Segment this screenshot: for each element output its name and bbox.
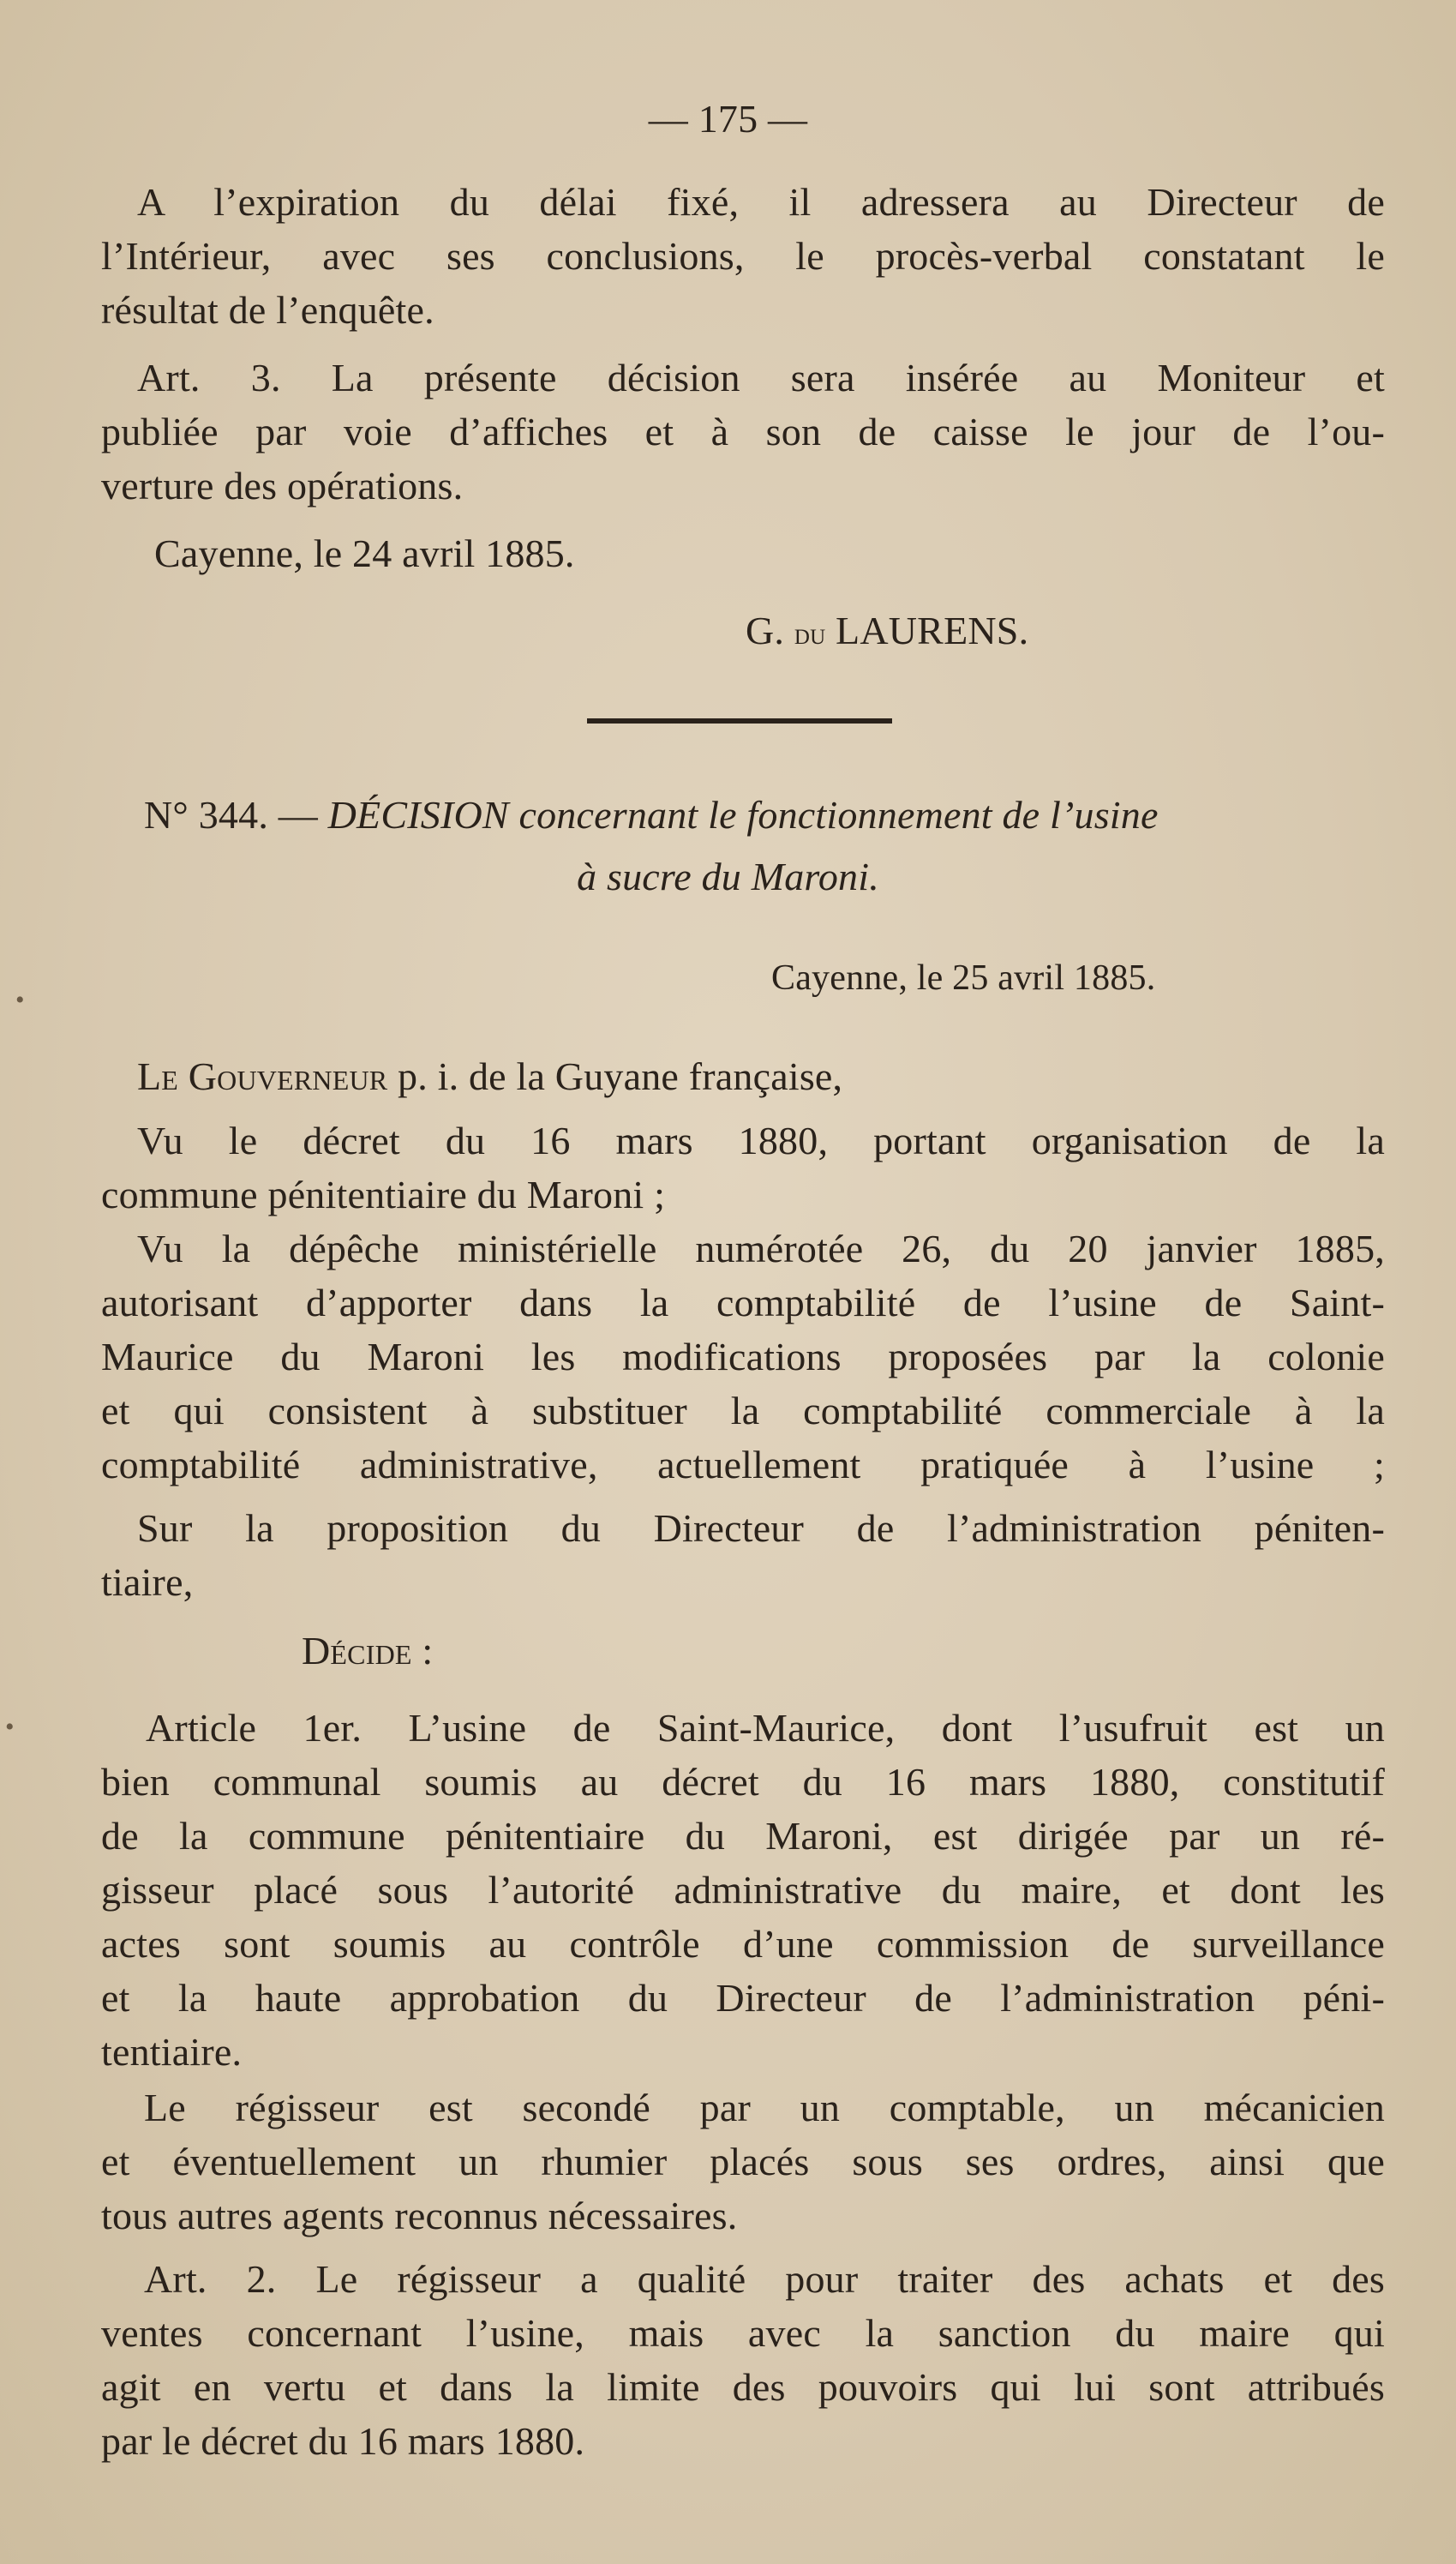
text-line: Vu la dépêche ministérielle numérotée 26, du 20 janvier 1885, (137, 1227, 1385, 1270)
text-line: comptabilité administrative, actuellement pratiquée à l’usine ; (101, 1443, 1385, 1486)
text-line: gisseur placé sous l’autorité administrative du maire, et dont les (101, 1868, 1385, 1912)
text-line: commune pénitentiaire du Maroni ; (101, 1173, 666, 1216)
text-line: et la haute approbation du Directeur de l’administration péni- (101, 1976, 1385, 2020)
text-line: tous autres agents reconnus nécessaires. (101, 2194, 738, 2237)
signature-particle: du (794, 616, 826, 651)
text-line: par le décret du 16 mars 1880. (101, 2419, 585, 2463)
governor-line (137, 1050, 1385, 1103)
decision-title-italic: DÉCISION concernant le fonctionnement de l’usine (327, 793, 1159, 837)
text-line: actes sont soumis au contrôle d’une commission de surveillance (101, 1922, 1385, 1966)
text-line: ventes concernant l’usine, mais avec la sanction du maire qui (101, 2311, 1385, 2355)
decide-heading: Décide : (302, 1629, 434, 1672)
text-line: Vu le décret du 16 mars 1880, portant organisation de la (137, 1119, 1385, 1162)
signature-initial: G. (746, 609, 785, 652)
decision-date: Cayenne, le 25 avril 1885. (771, 958, 1156, 998)
text-line: verture des opérations. (101, 464, 464, 507)
governor-title: Le Gouverneur (137, 1054, 388, 1098)
text-line: Art. 3. La présente décision sera insérée au Moniteur et (137, 356, 1385, 399)
text-line: l’Intérieur, avec ses conclusions, le procès-verbal constatant le (101, 234, 1385, 278)
margin-mark: • (5, 1713, 15, 1741)
signature-name: LAURENS. (836, 609, 1029, 652)
page-number: — 175 — (648, 97, 808, 141)
decision-number: N° 344. — (144, 793, 318, 837)
text-line: A l’expiration du délai fixé, il adressera au Directeur de (137, 180, 1385, 224)
text-line: tentiaire. (101, 2030, 243, 2074)
signature (746, 604, 1397, 660)
text-line: Le régisseur est secondé par un comptable, un mécanicien (144, 2086, 1385, 2129)
text-line: et éventuellement un rhumier placés sous ses ordres, ainsi que (101, 2140, 1385, 2183)
section-divider (587, 718, 892, 724)
place-date: Cayenne, le 24 avril 1885. (154, 531, 575, 575)
decision-subtitle: à sucre du Maroni. (577, 855, 879, 898)
text-line: tiaire, (101, 1560, 194, 1604)
decision-title (144, 789, 1385, 842)
text-line: Art. 2. Le régisseur a qualité pour traiter des achats et des (144, 2257, 1385, 2301)
text-line: Maurice du Maroni les modifications proposées par la colonie (101, 1335, 1385, 1378)
text-line: de la commune pénitentiaire du Maroni, est dirigée par un ré- (101, 1814, 1385, 1858)
governor-rest: p. i. de la Guyane française, (398, 1054, 843, 1098)
text-line: résultat de l’enquête. (101, 288, 434, 332)
page-bottom-margin (0, 2513, 1456, 2564)
text-line: et qui consistent à substituer la comptabilité commerciale à la (101, 1389, 1385, 1432)
text-line: bien communal soumis au décret du 16 mars 1880, constitutif (101, 1760, 1385, 1804)
text-line: agit en vertu et dans la limite des pouvoirs qui lui sont attribués (101, 2365, 1385, 2409)
text-line: Article 1er. L’usine de Saint-Maurice, dont l’usufruit est un (146, 1706, 1385, 1750)
text-line: Sur la proposition du Directeur de l’administration péniten- (137, 1506, 1385, 1550)
text-line: autorisant d’apporter dans la comptabilité de l’usine de Saint- (101, 1281, 1385, 1324)
margin-mark: • (15, 986, 25, 1014)
text-line: publiée par voie d’affiches et à son de caisse le jour de l’ou- (101, 410, 1385, 453)
